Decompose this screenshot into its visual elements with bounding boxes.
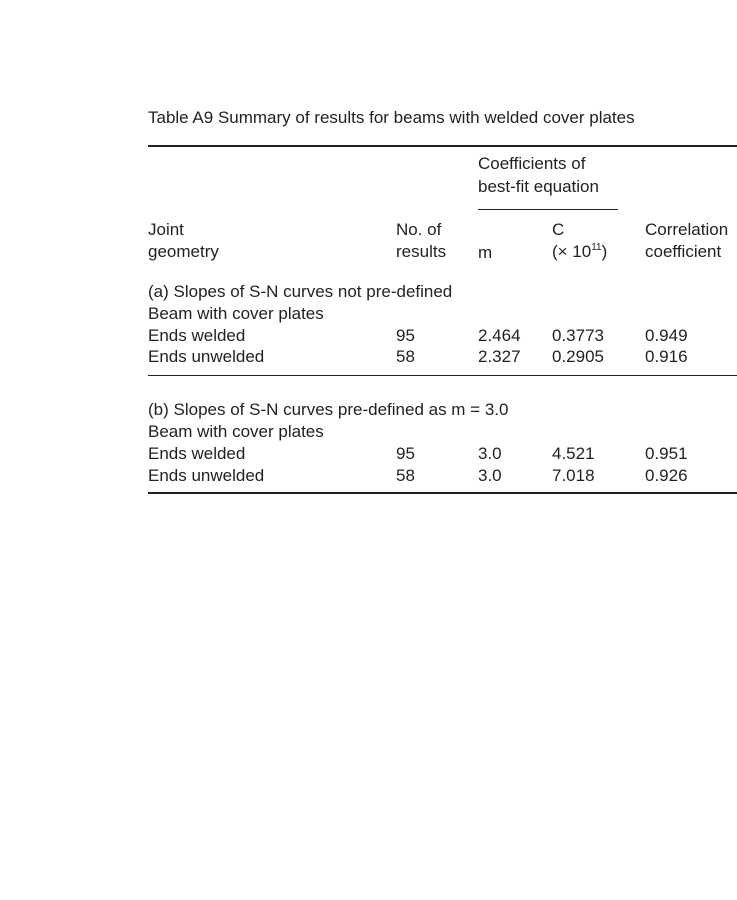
row-geometry: Ends unwelded (148, 347, 265, 366)
correlation-header-line1: Correlation (645, 220, 729, 239)
row-correlation: 0.916 (645, 347, 688, 366)
table-bottom-rule (148, 492, 737, 494)
joint-geometry-header-line2: geometry (148, 242, 219, 261)
c-header-prefix: (× 10 (552, 242, 592, 261)
row-results: 58 (396, 466, 415, 485)
row-geometry: Ends welded (148, 326, 246, 345)
section-a-title: (a) Slopes of S-N curves not pre-defined (148, 282, 453, 301)
row-correlation: 0.951 (645, 444, 688, 463)
row-c: 0.2905 (552, 347, 604, 366)
section-a-subtitle: Beam with cover plates (148, 304, 324, 323)
coefficients-header-line2: best-fit equation (478, 177, 599, 196)
coefficients-header-line1: Coefficients of (478, 154, 586, 173)
row-m: 2.327 (478, 347, 521, 366)
row-m: 3.0 (478, 466, 502, 485)
row-c: 4.521 (552, 444, 595, 463)
correlation-header-line2: coefficient (645, 242, 722, 261)
table-caption: Table A9 Summary of results for beams with welded cover plates (148, 108, 635, 127)
section-b-subtitle: Beam with cover plates (148, 422, 324, 441)
row-results: 95 (396, 444, 415, 463)
c-header-line2 (552, 241, 607, 263)
coefficients-span-rule (478, 209, 618, 210)
results-count-header-line2: results (396, 242, 447, 261)
row-c: 0.3773 (552, 326, 604, 345)
row-results: 58 (396, 347, 415, 366)
row-correlation: 0.926 (645, 466, 688, 485)
c-header-line1: C (552, 220, 565, 239)
row-results: 95 (396, 326, 415, 345)
row-geometry: Ends welded (148, 444, 246, 463)
row-c: 7.018 (552, 466, 595, 485)
joint-geometry-header-line1: Joint (148, 220, 184, 239)
c-header-exponent: 11 (591, 242, 602, 253)
section-b-title: (b) Slopes of S-N curves pre-defined as m = 3.0 (148, 400, 509, 419)
c-header-suffix: ) (601, 242, 608, 261)
row-correlation: 0.949 (645, 326, 688, 345)
table-top-rule (148, 145, 737, 147)
row-geometry: Ends unwelded (148, 466, 265, 485)
row-m: 3.0 (478, 444, 502, 463)
row-m: 2.464 (478, 326, 521, 345)
m-header: m (478, 243, 493, 262)
section-divider-rule (148, 375, 737, 376)
results-count-header-line1: No. of (396, 220, 442, 239)
